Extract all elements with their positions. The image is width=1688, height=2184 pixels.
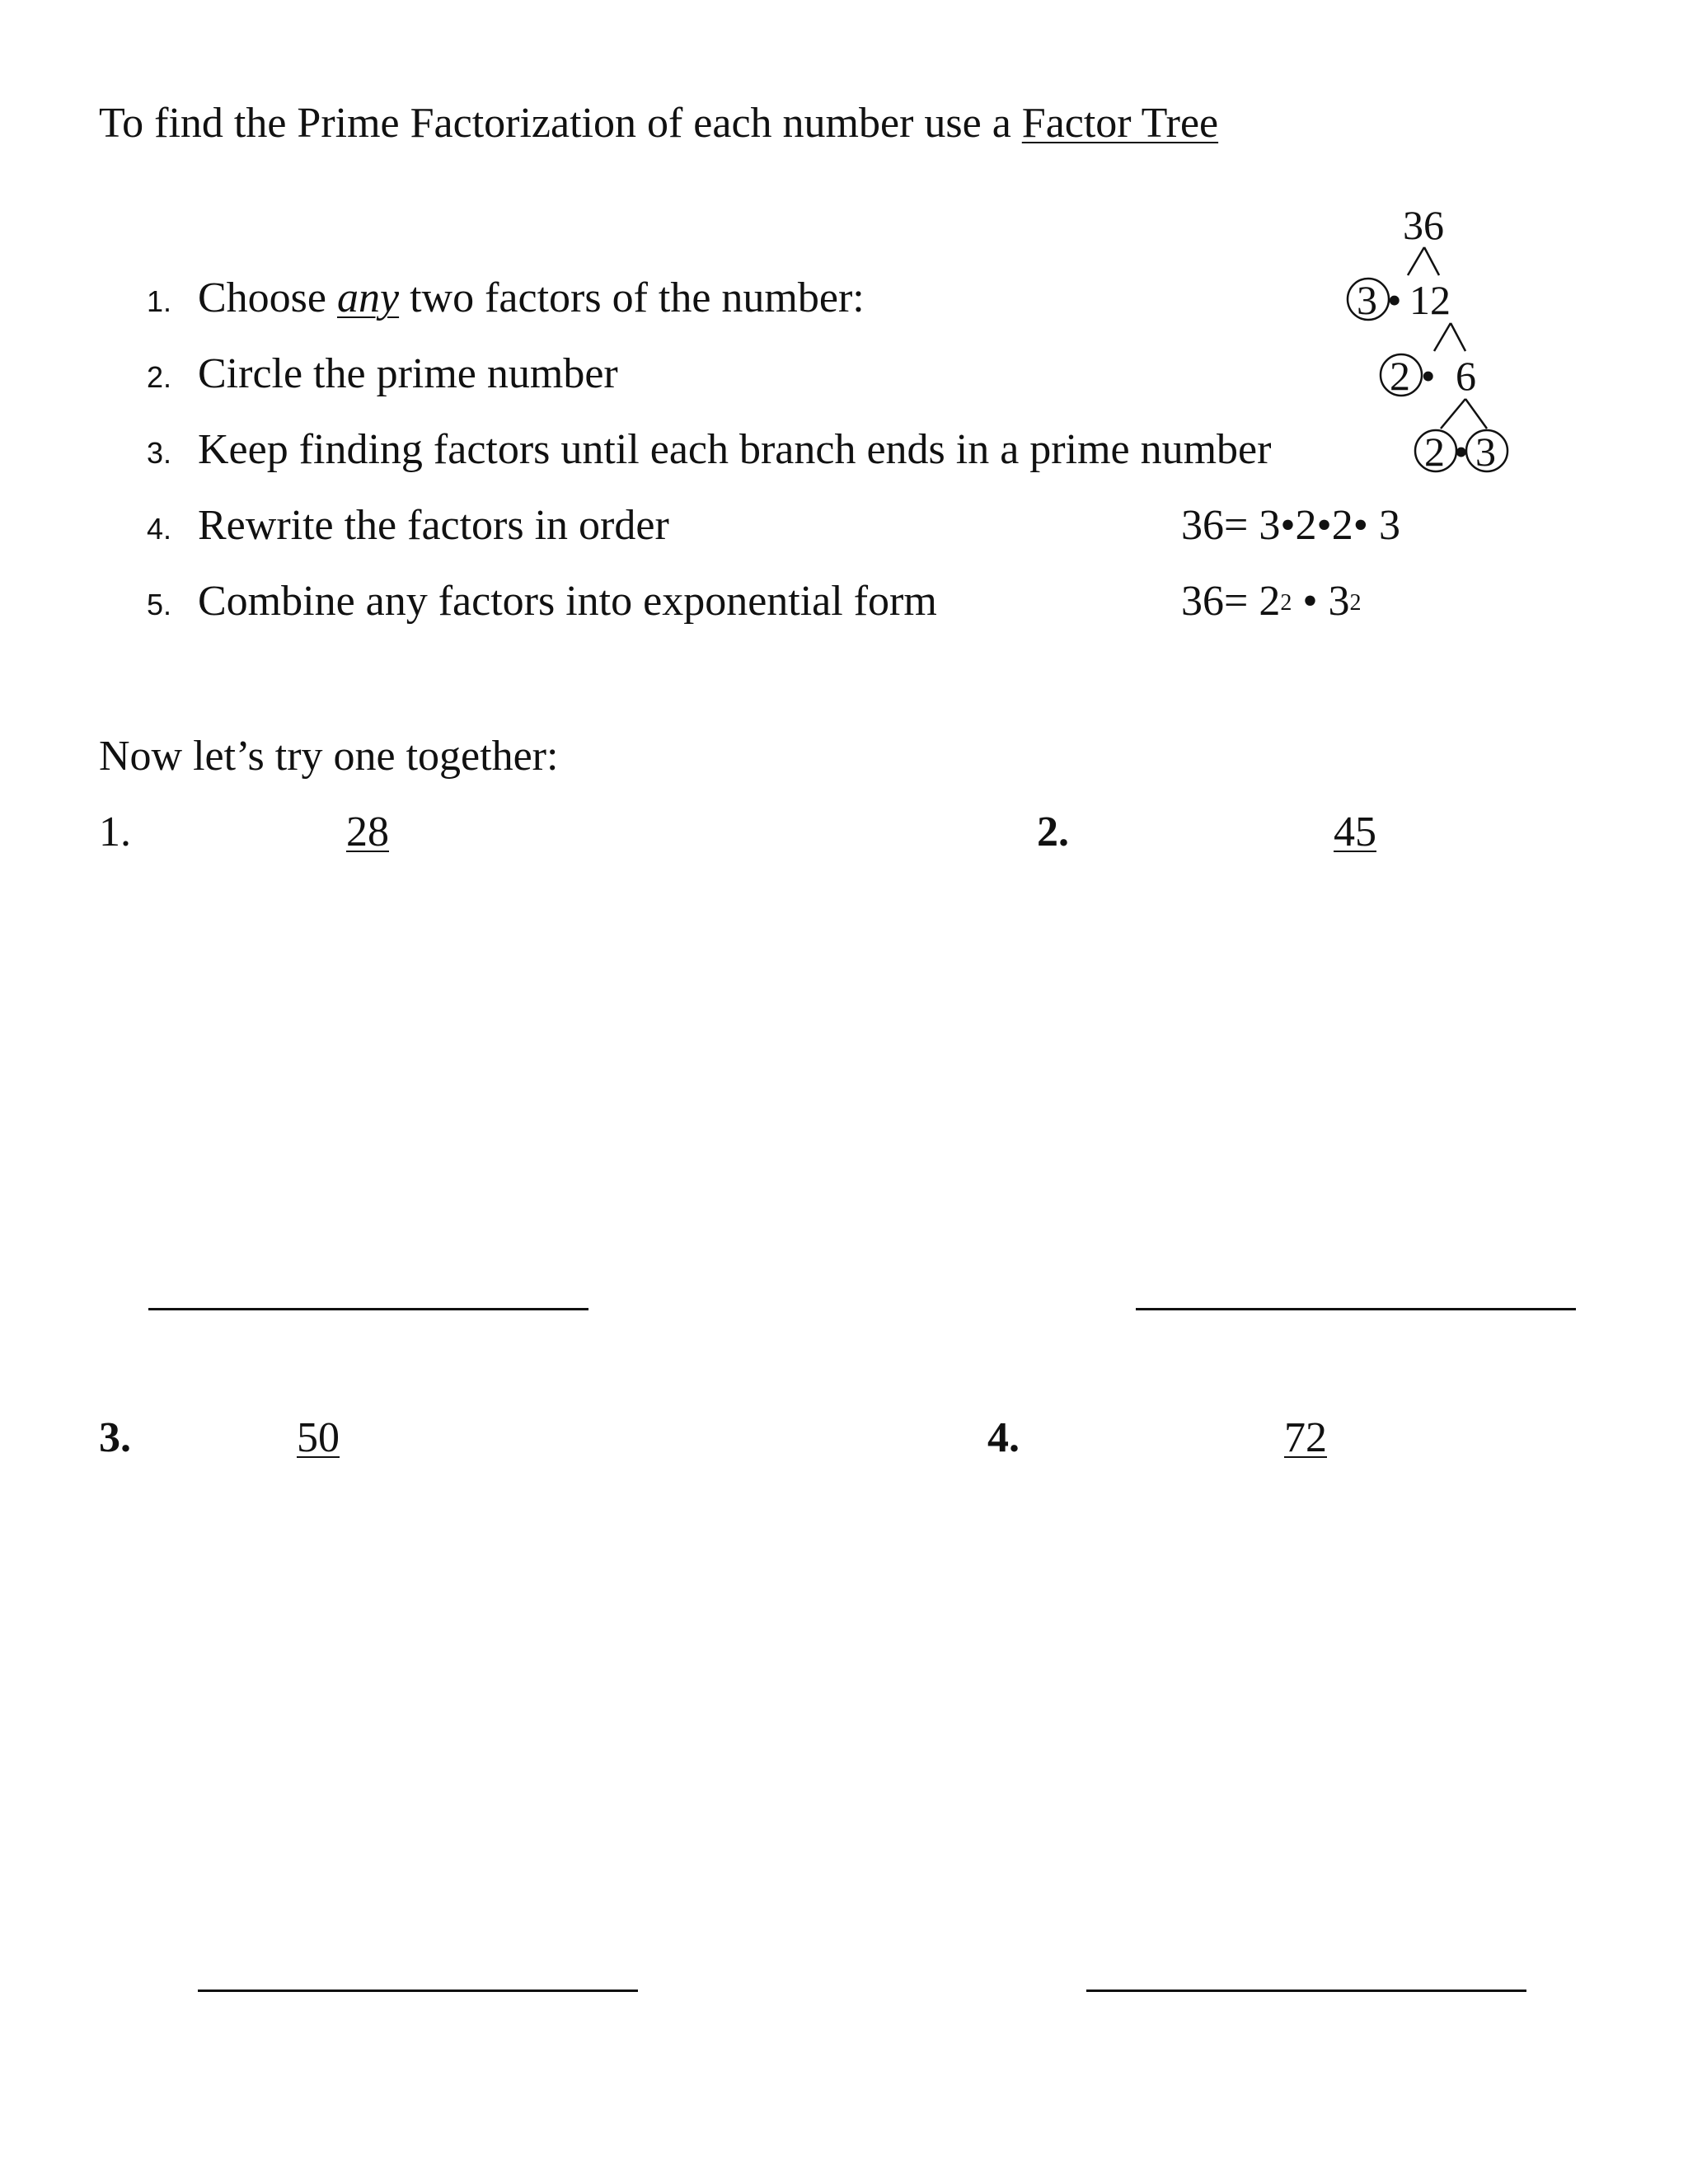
- step-3: [147, 425, 1271, 478]
- example-ordered-factors: 36= 3•2•2• 3: [1181, 502, 1400, 549]
- problem-1-answer-line[interactable]: [148, 1308, 588, 1310]
- exp-exponent-2: 2: [1349, 590, 1362, 616]
- tree-level3-right: 3: [1475, 429, 1496, 475]
- step-2: [147, 349, 618, 402]
- step-text: Keep finding factors until each branch ends in a prime number: [198, 426, 1272, 473]
- step-number: 4.: [147, 512, 172, 546]
- title-factor-tree: Factor Tree: [1021, 100, 1219, 147]
- step-number: 1.: [147, 284, 172, 318]
- tree-dot: •: [1421, 353, 1436, 399]
- tree-dot: •: [1454, 429, 1469, 475]
- exp-exponent-1: 2: [1280, 590, 1292, 616]
- problem-1-number: 28: [346, 808, 389, 855]
- tree-branch-line: [1451, 323, 1465, 351]
- tree-level1-other: 12: [1409, 277, 1451, 323]
- problem-4-label: 4.: [987, 1414, 1020, 1461]
- tree-branch-line: [1465, 399, 1487, 429]
- step-emphasis: any: [337, 274, 400, 321]
- tree-branch-line: [1424, 247, 1439, 275]
- problem-3-answer-line[interactable]: [198, 1990, 638, 1992]
- problem-2-answer-line[interactable]: [1136, 1308, 1576, 1310]
- step-text: two factors of the number:: [399, 274, 865, 321]
- problem-4-answer-line[interactable]: [1086, 1990, 1526, 1992]
- tree-branch-line: [1408, 247, 1424, 275]
- tree-level3-left: 2: [1424, 429, 1445, 475]
- problem-1-label: 1.: [99, 808, 131, 855]
- step-1: [147, 274, 865, 326]
- factor-tree-diagram: [1319, 190, 1533, 486]
- tree-branch-line: [1434, 323, 1451, 351]
- example-exponential-form: [1181, 577, 1362, 626]
- page-title: [99, 99, 1218, 148]
- step-number: 2.: [147, 360, 172, 394]
- step-text: Choose: [198, 274, 337, 321]
- problem-2-label: 2.: [1037, 808, 1069, 855]
- exp-middle: • 3: [1292, 578, 1350, 625]
- exp-prefix: 36= 2: [1181, 578, 1281, 625]
- step-text: Circle the prime number: [198, 350, 618, 397]
- tree-level2-prime: 2: [1390, 353, 1410, 399]
- problem-2-number: 45: [1334, 808, 1376, 855]
- practice-intro: Now let’s try one together:: [99, 733, 559, 780]
- step-number: 5.: [147, 588, 172, 621]
- step-text: Rewrite the factors in order: [198, 502, 669, 549]
- step-4: [147, 501, 669, 554]
- problem-3-number: 50: [297, 1414, 340, 1461]
- problem-4-number: 72: [1284, 1414, 1327, 1461]
- step-5: [147, 577, 937, 630]
- problem-3-label: 3.: [99, 1414, 131, 1461]
- tree-root: 36: [1403, 202, 1444, 248]
- tree-level2-other: 6: [1456, 353, 1476, 399]
- step-text: Combine any factors into exponential form: [198, 578, 937, 625]
- step-number: 3.: [147, 436, 172, 470]
- tree-dot: •: [1387, 277, 1402, 323]
- title-prefix: To find the Prime Factorization of each number use a: [99, 100, 1022, 147]
- tree-branch-line: [1441, 399, 1465, 429]
- tree-level1-prime: 3: [1357, 277, 1377, 323]
